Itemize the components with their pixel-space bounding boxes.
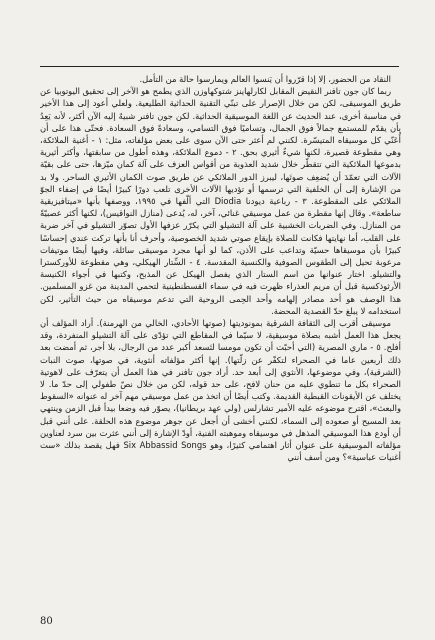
body-text — [40, 73, 401, 613]
paragraph: النقاد من الحضور، إلا إذا قرّروا أن يَنسوا العالم ويمارسوا حالة من التأمل. — [139, 74, 391, 84]
paragraph: ربما كان جون تافنر النقيض المقابل لكارلهاينز شتوكهاوزن الذي يطمح هو الآخر إلى تحقيق اليوتوبيا عن طريق الموسيقى، لكن من خلال الإصرار على تبنّي التقنية الحداثية الطليعية. ولعلي أعود إلى هذا الأخير في مناسبة أخرى، عند الحديث عن اللغة الموسيقية الحداثية. لكن جون تافنر شبيهٌ إليه الآن أكثر، لأنه يَعِدُ بأن يقدّم للمستمع جمالاً فوق الجمال، وتساميًا فوق التسامي، وسعادةً فوق السعادة. فحتّى هذا على أن أُعَنّي كل موسيقاه المتيسّرة. لكنني لم أعثر حتى الآن سوى على بعض مؤلفاته، مثل: ١ - أغنية الملائكة، وهي مقطوعة قصيرة، لكنها شيءٌ أثيري بحق. ٢ - دموع الملائكة، وهذه أطول من سابقتها، وأكثر أثيرية بدموعها الملائكية التي تتقطّر خلال شديد العذوبة من أقواس العزف على آلة كمان ميّزها، حتى على بقيّة الآلات التي تعمّدَ أن يُضعِف صوتَها، ليبرز الدور الملائكي عن طريق صوت الكمان الأثيري الساحر. ولا بد من الإشارة إلى أن الخلفية التي ترسمها أو تؤديها الآلات الأخرى تلعب دورًا كبيرًا أيضًا في إضفاء الجوّ الملائكي على المقطوعة. ٣ - رباعية ديودنا Diodia التي ألّفها في ١٩٩٥، ووصفها بأنها «ميتافيزيقية ساطعة». وقال إنها مقطرة من عمل موسيقي غنائي، آخر، له، يُدعى (منازل النواقيس)، لكنها أكثر عصبيّةً من المنازل. وفي الضربات الخشبية على آلة التشيلو التي يكرّر عزفها الأول تصوّر التشيلو في آخر ضربة على القلب، أما نهايتها فكانت للصلاة بإيقاع صوتي شديد الخصوصية، وأحرف أنا بأنها تركت عندي إحساسًا كبيرًا بأن موسيقاها حسيّة وتداعب على الأذن، كما لو أنها مجرد موسيقى سائلة، وفيها أيضًا موتيفات مرعوبة تحيل إلى الطقوس الصوفية والكنسية المقدسة. ٤ - السِّتار الهيكلي، وهي مقطوعة للأوركسترا والتشيلو. اختار عنوانها من اسم الستار الذي يفصل الهيكل عن المذبح، وكتبها في أجواء الكنيسة الأرثوذكسية قبل أن مريم العذراء ظهرت فيه في سماء القسطنطينية لتحمي المدينة من غزو المسلمين. هذا الوصف هو أحد مصادر إلهامه وأحد الحِمى الروحية التي تدعم موسيقاه من حيث التأثير، لكن استخدامه لا يبلغ حدّ القصدية المحضة. — [40, 86, 401, 316]
top-divider — [40, 66, 399, 67]
paragraph: موسيقى أقرب إلى الثقافة الشرقية بمونوديتها (صوتها الأحادي، الخالي من الهرمنة). أراد المؤلف أن يجعل هذا العمل أشبه بصلاة موسيقية، لا سيّما في المقاطع التي تؤدّى على آلة التشيلو المنفردة، وقد أفلح. ٥ - ماري المصرية (التي أحبّت أن تكون مومسا لتَسعد أكبر عدد من الرجال، بلا أجر، ثم أمضت بعد ذلك أربعين عاما في الصحراء لتكفّر عن زلّتها). إنها أكثر مؤلفاته أنثوية، في صوتها، صوت النبات (الشرقية)، وفي موضوعها، الأنثوي إلى أبعد حد. أراد جون تافنر في هذا العمل أن يتعرّف على لاهوتية الصحراء بكل ما تنطوي عليه من حنان لافح، على حد قوله، لكن من خلال نصّ طفولي إلى حدّ ما. لا يختلف عن الأيقونات القبطية القديمة. وكتب أيضًا أن اتخذ من عمل موسيقي مهم آخر له عنوانه «السقوط والبعث»، اقترح موضوعه عليه الأمير تشارلس (ولي عهد بريطانيا)، يصوّر فيه وضعا بيدأ قبل الزمن وينتهي بعد المسيح أو صعوده إلى السماء، لكنني أخشى أن أجعل عن جوهر موضوع هذه الحلقة. على أنني قبل أن أودع هذا الموسيقي المذهل في موسيقاه وموهبته الفنية، أودّ الإشارة إلى أنني عثرت بين سرد لعناوين مؤلفاته الموسيقية على عنوان أثار اهتمامي كثيرًا، وهو Six Abbassid Songs فهل يقصد بذلك «ست أغنيات عباسية»؟ ومن أسف أنني — [40, 318, 401, 463]
page-number: 80 — [40, 616, 53, 627]
